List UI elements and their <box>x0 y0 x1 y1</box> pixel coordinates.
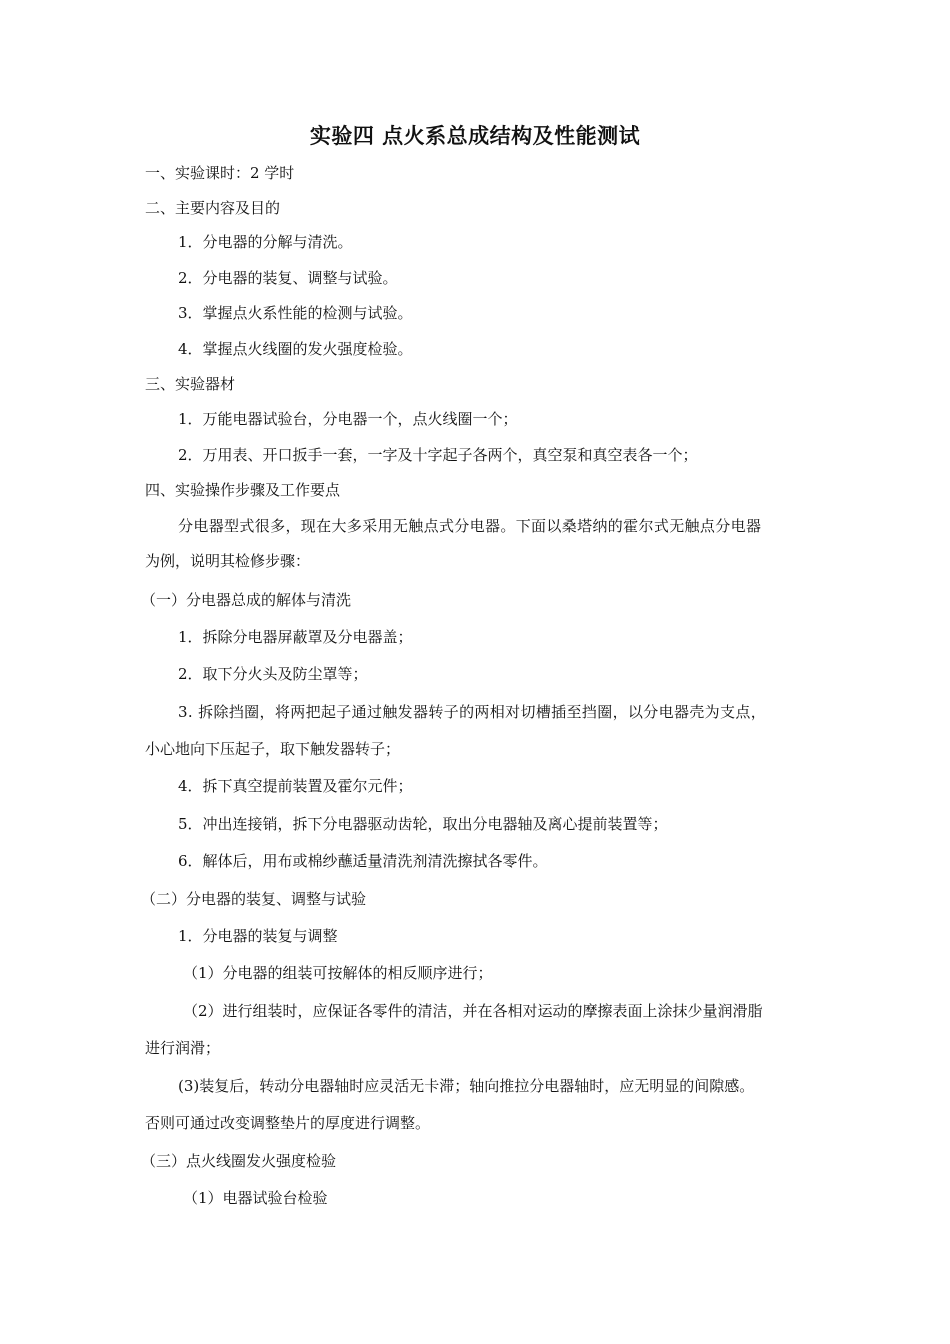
list-item: (3)装复后，转动分电器轴时应灵活无卡滞；轴向推拉分电器轴时，应无明显的间隙感。 <box>178 1077 755 1095</box>
section-heading-content: 二、主要内容及目的 <box>145 199 281 217</box>
list-item: 1．万能电器试验台，分电器一个，点火线圈一个； <box>178 410 518 428</box>
list-item-continuation: 小心地向下压起子，取下触发器转子； <box>145 740 401 758</box>
list-item: 1．拆除分电器屏蔽罩及分电器盖； <box>178 628 413 646</box>
section-heading-materials: 三、实验器材 <box>145 375 236 393</box>
list-item: 2．万用表、开口扳手一套，一字及十字起子各两个，真空泵和真空表各一个； <box>178 446 698 464</box>
list-item: 6．解体后，用布或棉纱蘸适量清洗剂清洗擦拭各零件。 <box>178 852 548 870</box>
list-item: 4．掌握点火线圈的发火强度检验。 <box>178 340 413 358</box>
subsection-heading-disassembly: （一）分电器总成的解体与清洗 <box>141 591 352 609</box>
paragraph-line: 分电器型式很多，现在大多采用无触点式分电器。下面以桑塔纳的霍尔式无触点分电器 <box>178 517 762 535</box>
list-item: 2．分电器的装复、调整与试验。 <box>178 269 398 287</box>
list-item: 1．分电器的分解与清洗。 <box>178 233 353 251</box>
subsection-heading-assembly: （二）分电器的装复、调整与试验 <box>141 890 367 908</box>
list-item: 3．掌握点火系性能的检测与试验。 <box>178 304 413 322</box>
subsection-heading-ignition-coil: （三）点火线圈发火强度检验 <box>141 1152 337 1170</box>
list-item: （2）进行组装时，应保证各零件的清洁，并在各相对运动的摩擦表面上涂抹少量润滑脂 <box>183 1002 763 1020</box>
list-item: 3. 拆除挡圈，将两把起子通过触发器转子的两相对切槽插至挡圈，以分电器壳为支点， <box>178 703 767 721</box>
list-item: 1．分电器的装复与调整 <box>178 927 338 945</box>
list-item-continuation: 进行润滑； <box>145 1039 221 1057</box>
section-heading-procedure: 四、实验操作步骤及工作要点 <box>145 481 341 499</box>
list-item: （1）分电器的组装可按解体的相反顺序进行； <box>183 964 493 982</box>
list-item: 2．取下分火头及防尘罩等； <box>178 665 368 683</box>
list-item-continuation: 否则可通过改变调整垫片的厚度进行调整。 <box>145 1114 431 1132</box>
document-title: 实验四 点火系总成结构及性能测试 <box>309 123 641 148</box>
list-item: 5．冲出连接销，拆下分电器驱动齿轮，取出分电器轴及离心提前装置等； <box>178 815 668 833</box>
section-heading-hours: 一、实验课时：2 学时 <box>145 164 295 182</box>
paragraph-line: 为例，说明其检修步骤： <box>145 552 311 570</box>
list-item: （1）电器试验台检验 <box>183 1189 328 1207</box>
list-item: 4．拆下真空提前装置及霍尔元件； <box>178 777 413 795</box>
